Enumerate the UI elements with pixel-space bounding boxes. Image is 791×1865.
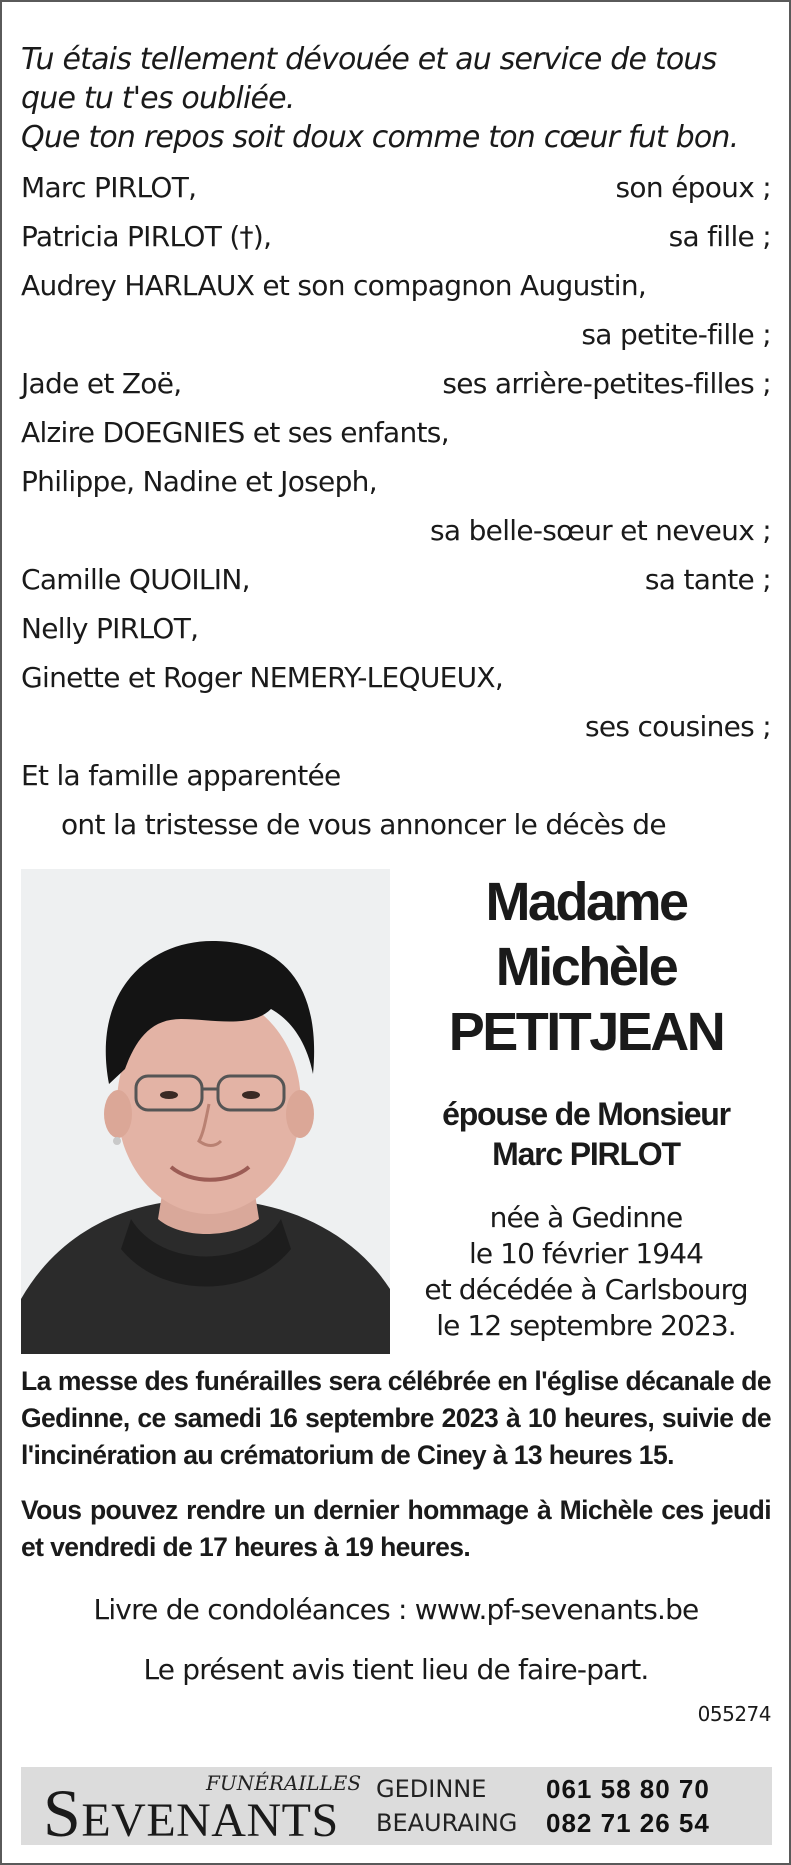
death-date: le 12 septembre 2023.: [436, 1309, 736, 1342]
deceased-last-name: PETITJEAN: [448, 1002, 724, 1062]
office-phone: 082 71 26 54: [546, 1808, 710, 1838]
family-list: [21, 163, 771, 800]
logo-wordmark: SEVENANTS: [43, 1775, 339, 1851]
family-name: Marc PIRLOT,: [21, 171, 197, 204]
deceased-section: [21, 869, 771, 1364]
portrait-illustration: [21, 869, 390, 1354]
family-row: [21, 163, 771, 212]
family-relation: ses arrière-petites-filles ;: [442, 367, 771, 400]
deceased-title: Madame: [485, 872, 687, 932]
notice-text: Le présent avis tient lieu de faire-part.: [143, 1653, 649, 1686]
family-name: Nelly PIRLOT,: [21, 612, 199, 645]
family-name: Jade et Zoë,: [21, 367, 182, 400]
spouse-line: épouse de Monsieur: [442, 1096, 730, 1132]
deceased-first-name: Michèle: [495, 937, 677, 997]
office-contacts: [376, 1772, 710, 1840]
family-relation: ses cousines ;: [584, 710, 771, 743]
family-relation: sa belle-sœur et neveux ;: [430, 514, 771, 547]
family-row: [21, 359, 771, 408]
family-name: Philippe, Nadine et Joseph,: [21, 465, 377, 498]
birth-place: née à Gedinne: [489, 1201, 683, 1234]
logo-subtitle: FUNÉRAILLES: [206, 1771, 362, 1795]
announcement: ont la tristesse de vous annoncer le décès de: [61, 808, 666, 841]
office-row: [376, 1806, 710, 1840]
reference-number: 055274: [697, 1702, 771, 1726]
family-row: [21, 555, 771, 604]
funeral-home-banner: [21, 1767, 772, 1851]
poem-line: Que ton repos soit doux comme ton cœur fut bon.: [21, 120, 739, 155]
deceased-name-column: [401, 869, 771, 1344]
visitation-details: Vous pouvez rendre un dernier hommage à Michèle ces jeudi et vendredi de 17 heures à 19 heures.: [21, 1495, 771, 1562]
family-name: Audrey HARLAUX et son compagnon Augustin,: [21, 269, 647, 302]
condolence-book: Livre de condoléances : www.pf-sevenants.be: [93, 1593, 699, 1626]
family-relation: sa petite-fille ;: [581, 318, 771, 351]
office-row: [376, 1772, 710, 1806]
family-name: Patricia PIRLOT (†),: [21, 220, 272, 253]
birth-date: le 10 février 1944: [468, 1237, 704, 1270]
family-row: [21, 212, 771, 261]
family-name: Alzire DOEGNIES et ses enfants,: [21, 416, 449, 449]
office-phone: 061 58 80 70: [546, 1774, 710, 1804]
birth-death-info: [401, 1200, 771, 1344]
poem-line: que tu t'es oubliée.: [21, 81, 295, 116]
death-place: et décédée à Carlsbourg: [424, 1273, 748, 1306]
family-relation: son époux ;: [615, 171, 771, 204]
funeral-home-logo: [21, 1767, 376, 1851]
office-town: GEDINNE: [376, 1775, 487, 1803]
family-name: Camille QUOILIN,: [21, 563, 250, 596]
poem-line: Tu étais tellement dévouée et au service de tous: [21, 42, 717, 77]
family-relation: sa tante ;: [644, 563, 771, 596]
spouse-line: Marc PIRLOT: [492, 1136, 680, 1172]
poem: [21, 40, 771, 157]
spouse-info: [401, 1094, 771, 1174]
funeral-details: La messe des funérailles sera célébrée en l'église décanale de Gedinne, ce samedi 16 septembre 2023 à 10 heures, suivie de l'incinération au crématorium de Ciney à 13 heures 15.: [21, 1366, 771, 1470]
portrait-photo: [21, 869, 390, 1354]
family-name: Et la famille apparentée: [21, 759, 341, 792]
office-town: BEAURAING: [376, 1809, 518, 1837]
family-name: Ginette et Roger NEMERY-LEQUEUX,: [21, 661, 504, 694]
family-relation: sa fille ;: [668, 220, 771, 253]
